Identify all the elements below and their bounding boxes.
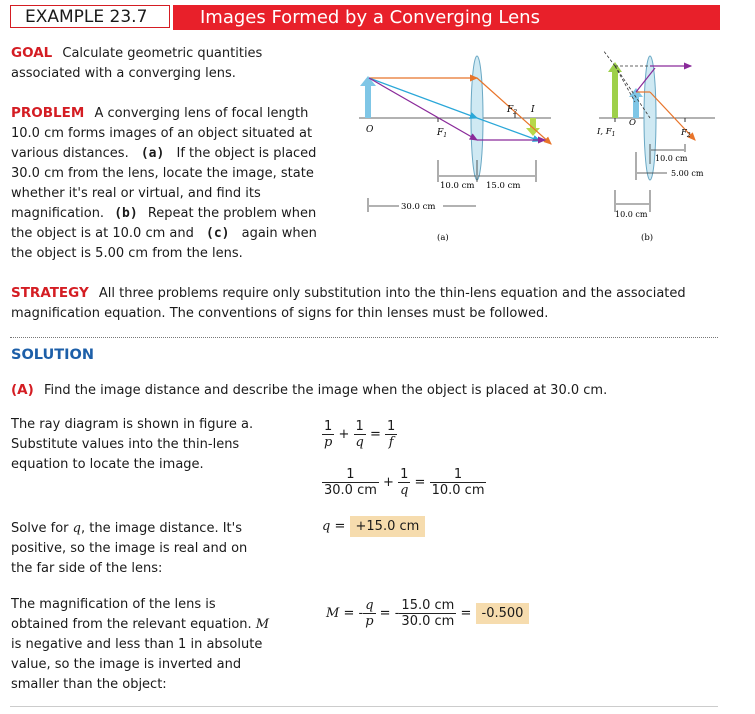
goal-label: GOAL — [11, 45, 53, 61]
dim-focal-b: 10.0 cm — [655, 154, 688, 163]
goal-text-1: Calculate geometric quantities — [62, 46, 263, 61]
dim-focal-a: 10.0 cm — [440, 181, 475, 191]
problem-section — [11, 103, 341, 264]
problem-line-2: 10.0 cm forms images of an object situated at — [11, 126, 313, 141]
part-a-text: Find the image distance and describe the image when the object is placed at 30.0 cm. — [43, 383, 608, 398]
dim-bottom-b: 10.0 cm — [615, 210, 648, 219]
caption-a: (a) — [437, 233, 449, 243]
part-a-label: (A) — [11, 382, 34, 398]
magnification-equation: M = - $\frac{q}{p}$ = - $\frac{15.0 cm}{30.0 cm}$ = -0.500 — [326, 598, 529, 629]
m-result-highlight: -0.500 — [476, 603, 530, 624]
label-image-focal-b: I, $F_1$ — [597, 127, 616, 138]
problem-line-4: 30.0 cm from the lens, locate the image, state — [11, 166, 314, 181]
strategy-label: STRATEGY — [11, 285, 89, 301]
step-1-line-2: Substitute values into the thin-lens — [11, 437, 240, 452]
label-image: I — [531, 105, 535, 115]
problem-line-1: A converging lens of focal length — [94, 106, 309, 121]
caption-b: (b) — [641, 233, 654, 243]
part-c-marker: (c) — [206, 226, 230, 241]
image-distance-result: q = +15.0 cm — [322, 519, 425, 534]
step-1-line-1: The ray diagram is shown in figure a. — [11, 417, 254, 432]
problem-line-3c: If the object is placed — [176, 146, 317, 161]
problem-line-5: whether it's real or virtual, and find its — [11, 186, 261, 201]
label-object-b: O — [629, 118, 636, 128]
dim-object-a: 30.0 cm — [401, 202, 436, 212]
label-f1: $F_1$ — [437, 128, 448, 139]
strategy-section — [11, 283, 731, 324]
part-a-prompt — [11, 380, 731, 401]
strategy-line-2: magnification equation. The conventions of signs for thin lenses must be followed. — [11, 306, 549, 321]
problem-line-3a: various distances. — [11, 146, 129, 161]
solution-heading: SOLUTION — [11, 347, 95, 363]
step-1-line-3: equation to locate the image. — [11, 457, 204, 472]
section-divider — [10, 337, 718, 338]
figure-b-ray-diagram — [595, 40, 720, 245]
goal-section — [11, 43, 341, 84]
step-3-text: The magnification of the lens is obtained from the relevant equation. M is negative and less than 1 in absolute value, so the image is inverted and smaller than the object: — [11, 597, 270, 692]
problem-label: PROBLEM — [11, 105, 85, 121]
example-number: EXAMPLE 23.7 — [10, 5, 170, 28]
image-arrow-b — [612, 70, 618, 118]
problem-line-7a: the object is at 10.0 cm and — [11, 226, 194, 241]
problem-line-7c: again when — [241, 226, 317, 241]
label-object: O — [366, 125, 374, 135]
strategy-line-1: All three problems require only substitution into the thin-lens equation and the associated — [98, 286, 686, 301]
label-f2: $F_2$ — [507, 105, 518, 116]
step-2-text: Solve for q, the image distance. It's positive, so the image is real and on the far side of the lens: — [11, 521, 248, 576]
q-result-highlight: +15.0 cm — [350, 516, 426, 537]
object-arrow-b — [633, 95, 639, 118]
part-b-marker: (b) — [114, 206, 138, 221]
label-f2-b: $F_2$ — [681, 128, 691, 139]
dim-image-a: 15.0 cm — [486, 181, 521, 191]
object-arrow — [365, 84, 371, 118]
example-title: Images Formed by a Converging Lens — [173, 5, 720, 30]
substituted-equation: $\frac{1}{30.0 cm}$ + $\frac{1}{q}$ = $\frac{1}{10.0 cm}$ — [324, 467, 485, 498]
step-1-text — [11, 415, 311, 475]
goal-text-2: associated with a converging lens. — [11, 66, 236, 81]
problem-line-6a: magnification. — [11, 206, 105, 221]
figure-a-ray-diagram — [355, 40, 555, 245]
part-a-marker: (a) — [140, 146, 165, 161]
bottom-rule — [10, 706, 718, 707]
dim-object-b: 5.00 cm — [671, 169, 704, 178]
example-header — [10, 5, 720, 30]
problem-line-8: the object is 5.00 cm from the lens. — [11, 246, 243, 261]
problem-line-6c: Repeat the problem when — [147, 206, 317, 221]
thin-lens-equation: $\frac{1}{p}$ + $\frac{1}{q}$ = $\frac{1}{f}$ — [324, 419, 396, 450]
